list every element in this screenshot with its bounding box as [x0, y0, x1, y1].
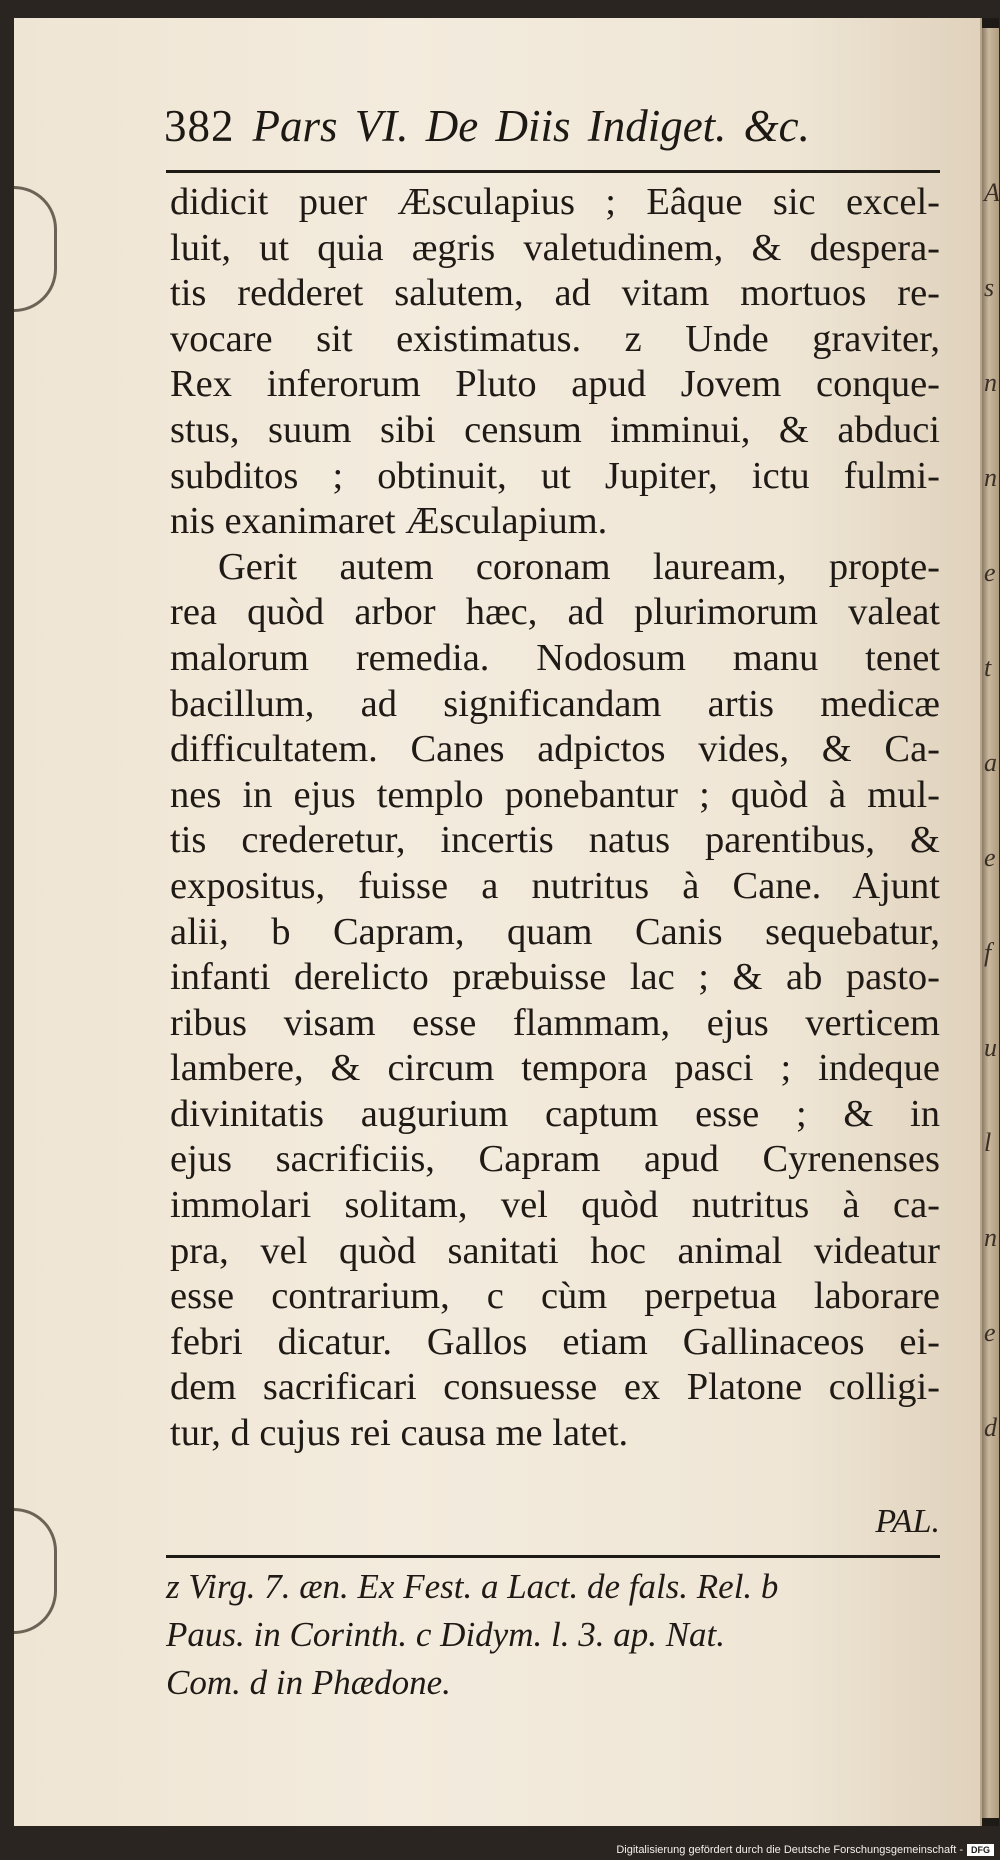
- text-line: esse contrarium, c cùm perpetua laborare: [170, 1275, 940, 1318]
- edge-letter: u: [984, 1033, 997, 1062]
- text-line: lambere, & circum tempora pasci ; indeque: [170, 1047, 940, 1090]
- footnote-line: Com. d in Phædone.: [166, 1663, 451, 1702]
- book-page: [14, 18, 982, 1826]
- edge-letter: s: [984, 273, 995, 302]
- text-line: tis crederetur, incertis natus parentibus, &: [170, 819, 940, 862]
- text-line: stus, suum sibi censum imminui, & abduci: [170, 408, 940, 451]
- footnote-line: Paus. in Corinth. c Didym. l. 3. ap. Nat.: [166, 1615, 726, 1654]
- page-clip-upper: [14, 186, 57, 312]
- text-line: Rex inferorum Pluto apud Jovem conque-: [170, 363, 940, 406]
- edge-letter: e: [984, 558, 996, 587]
- text-line: rea quòd arbor hæc, ad plurimorum valeat: [170, 591, 940, 634]
- edge-letter: n: [984, 463, 997, 492]
- edge-letter: n: [984, 368, 997, 397]
- text-line: tur, d cujus rei causa me latet.: [170, 1412, 629, 1455]
- text-line: vocare sit existimatus. z Unde graviter,: [170, 317, 940, 360]
- text-line: febri dicatur. Gallos etiam Gallinaceos ei-: [170, 1320, 940, 1363]
- running-header: [164, 100, 954, 160]
- body-text: [170, 180, 940, 1457]
- page-scan: [14, 18, 999, 1826]
- edge-letter: a: [984, 748, 997, 777]
- edge-letter: e: [984, 1318, 996, 1347]
- text-line: infanti derelicto præbuisse lac ; & ab pasto-: [170, 956, 940, 999]
- text-line: tis redderet salutem, ad vitam mortuos re-: [170, 272, 940, 315]
- footnote-line: z Virg. 7. æn. Ex Fest. a Lact. de fals. Rel. b: [166, 1567, 779, 1606]
- text-line: expositus, fuisse a nutritus à Cane. Ajunt: [170, 864, 940, 907]
- page-clip-lower: [14, 1508, 57, 1634]
- catchword: PAL.: [875, 1503, 940, 1540]
- text-line: immolari solitam, vel quòd nutritus à ca-: [170, 1184, 940, 1227]
- text-line: nes in ejus templo ponebantur ; quòd à mul-: [170, 773, 940, 816]
- edge-letter: e: [984, 843, 996, 872]
- edge-letter: n: [984, 1223, 997, 1252]
- edge-letter: A: [984, 178, 1000, 207]
- text-line: malorum remedia. Nodosum manu tenet: [170, 636, 940, 679]
- text-line: pra, vel quòd sanitati hoc animal videatur: [170, 1229, 940, 1272]
- text-line: bacillum, ad significandam artis medicæ: [170, 682, 940, 725]
- text-line: ribus visam esse flammam, ejus verticem: [170, 1001, 940, 1044]
- text-line: ejus sacrificiis, Capram apud Cyrenenses: [170, 1138, 940, 1181]
- next-page-edge: [982, 28, 999, 1818]
- edge-letter: l: [984, 1128, 992, 1157]
- running-title: Pars VI. De Diis Indiget. &c.: [252, 101, 810, 151]
- text-line: difficultatem. Canes adpictos vides, & Ca-: [170, 728, 940, 771]
- dfg-logo-icon: DFG: [967, 1844, 994, 1856]
- text-line: nis exanimaret Æsculapium.: [170, 500, 608, 543]
- text-line: dem sacrificari consuesse ex Platone colligi-: [170, 1366, 940, 1409]
- text-line: alii, b Capram, quam Canis sequebatur,: [170, 910, 940, 953]
- text-line: Gerit autem coronam lauream, propte-: [218, 545, 940, 588]
- footnotes: [166, 1563, 946, 1707]
- header-rule: [166, 170, 940, 173]
- footnote-rule: [166, 1555, 940, 1558]
- edge-letter: t: [984, 653, 992, 682]
- text-line: luit, ut quia ægris valetudinem, & despera-: [170, 226, 940, 269]
- text-line: divinitatis augurium captum esse ; & in: [170, 1092, 940, 1135]
- edge-letter: f: [984, 938, 992, 967]
- text-line: subditos ; obtinuit, ut Jupiter, ictu fulmi-: [170, 454, 940, 497]
- digitization-credit: [616, 1844, 994, 1856]
- text-line: didicit puer Æsculapius ; Eâque sic excel-: [170, 181, 940, 223]
- edge-letter: d: [984, 1413, 997, 1442]
- page-number: 382: [164, 101, 235, 151]
- credit-text: Digitalisierung gefördert durch die Deutsche Forschungsgemeinschaft -: [616, 1843, 963, 1856]
